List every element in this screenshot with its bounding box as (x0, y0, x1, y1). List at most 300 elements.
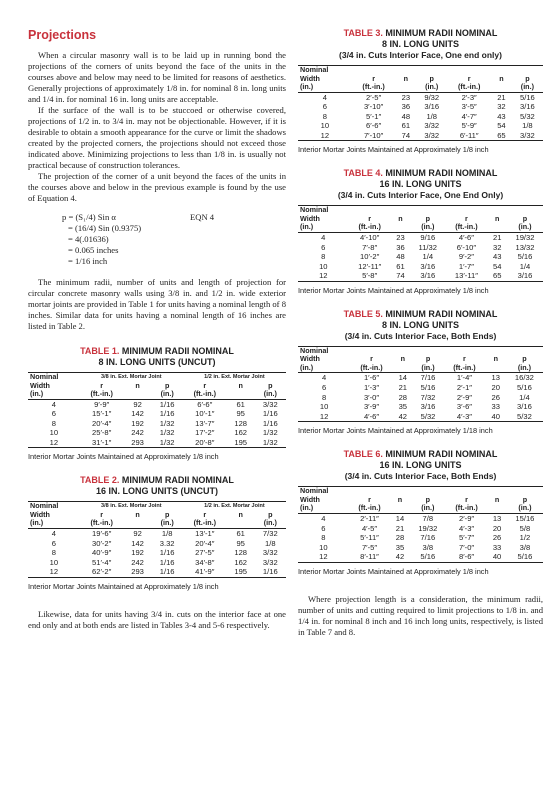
col-header: r (465, 213, 468, 223)
col-header: (in.) (410, 223, 445, 232)
cell: 8′-11″ (349, 552, 390, 562)
cell: 12′-11″ (358, 261, 382, 271)
cell: 7/8 (422, 513, 434, 523)
table-1 (28, 346, 286, 461)
cell: 3/8 (422, 542, 434, 552)
col-header: r (368, 213, 372, 223)
col-header: (ft.-in.) (350, 364, 393, 373)
cell: 54 (493, 261, 502, 271)
table-number: TABLE 6. (343, 449, 383, 460)
cell: 35 (398, 402, 408, 412)
cell: 6 (322, 102, 327, 112)
col-header: (ft.-in.) (443, 364, 486, 373)
cell: 8 (321, 392, 327, 402)
col-header: n (238, 380, 243, 390)
table-name-line2: 16 IN. LONG UNITS (379, 460, 462, 471)
cell: 4′-6″ (350, 412, 393, 422)
cell: 8 (322, 111, 327, 121)
table-name-line2: 8 IN. LONG UNITS (381, 319, 459, 330)
col-header: r (368, 494, 371, 504)
cell: 1/2 (519, 533, 531, 543)
cell: 4 (322, 92, 327, 102)
cell: 19/32 (515, 232, 535, 242)
cell: 5/16 (517, 252, 533, 262)
cell: 10′-2″ (360, 252, 380, 262)
cell: 1/32 (159, 418, 175, 428)
data-table (298, 346, 543, 422)
table-row (28, 409, 286, 419)
cell: 95 (236, 409, 245, 419)
cell: 1/32 (159, 428, 175, 438)
table-4 (298, 168, 543, 294)
cell: 2′-11″ (360, 513, 379, 523)
cell: 7/32 (420, 392, 436, 402)
table-title (298, 449, 543, 482)
cell: 92 (133, 528, 142, 538)
table-row (28, 419, 286, 429)
cell: 23 (396, 232, 405, 242)
cell: 54 (497, 121, 506, 131)
cell: 5/16 (507, 552, 543, 562)
cell: 7′-0″ (459, 542, 475, 552)
cell: 5/32 (506, 412, 543, 422)
cell: 12 (298, 131, 352, 141)
cell: 20′-8″ (183, 438, 227, 448)
table-row (298, 131, 543, 141)
cell: 1′-6″ (363, 373, 380, 383)
equation-line: = 4(.01636) (68, 234, 109, 244)
table-title (28, 475, 286, 497)
table-row (298, 402, 543, 412)
cell: 33 (492, 542, 502, 552)
cell: 12 (298, 552, 349, 562)
cell: 1/16 (255, 567, 286, 577)
cell: 162 (234, 557, 248, 567)
cell: 5′-1″ (366, 111, 382, 121)
cell: 10 (49, 428, 59, 438)
col-header: Width (30, 509, 50, 519)
cell: 6′-6″ (197, 399, 213, 409)
table-5 (298, 309, 543, 435)
cell: 2′-5″ (366, 92, 382, 102)
cell: 1/4 (519, 261, 531, 271)
col-group-header: 1/2 in. Ext. Mortar Joint (183, 502, 286, 511)
table-row (298, 533, 543, 543)
col-header: (in.) (416, 83, 447, 92)
table-note: Interior Mortar Joints Maintained at Approximately 1/8 inch (28, 581, 219, 591)
table-row (298, 393, 543, 403)
table-subtitle: (3/4 in. Cuts Interior Face, One end only) (339, 50, 502, 60)
col-header: n (397, 494, 403, 504)
cell: 3/16 (420, 402, 436, 412)
cell: 16/32 (514, 373, 534, 383)
cell: 3/16 (507, 271, 543, 281)
cell: 4′-10″ (360, 232, 380, 242)
cell: 17′-2″ (195, 428, 215, 438)
table-row (298, 262, 543, 272)
col-header: r (465, 494, 468, 504)
cell: 8 (51, 548, 56, 558)
table-row (298, 252, 543, 262)
cell: 162 (234, 428, 248, 438)
cell: 5/32 (519, 111, 535, 121)
cell: 3′-10″ (363, 102, 384, 112)
col-header: p (425, 354, 431, 364)
cell: 3′-9″ (363, 402, 380, 412)
col-header: (in.) (512, 83, 543, 92)
cell: 65 (488, 271, 507, 281)
cell: 128 (234, 418, 248, 428)
col-header: n (135, 380, 140, 390)
cell: 192 (131, 418, 144, 428)
col-group-header: 1/2 in. Ext. Mortar Joint (183, 373, 286, 382)
cell: 1/8 (265, 538, 276, 548)
col-header: Nominal (298, 206, 349, 215)
cell: 28 (398, 392, 408, 402)
cell: 95 (236, 538, 245, 548)
cell: 8′-6″ (446, 552, 487, 562)
cell: 5/8 (519, 523, 531, 533)
cell: 40 (486, 412, 506, 422)
cell: 1/16 (262, 418, 278, 428)
cell: 1′-3″ (363, 383, 380, 393)
cell: 195 (227, 438, 255, 448)
cell: 23 (401, 92, 411, 102)
cell: 5/16 (410, 552, 446, 562)
col-header: n (494, 494, 500, 504)
cell: 28 (395, 533, 405, 543)
col-header: r (203, 380, 207, 390)
cell: 1/32 (151, 438, 182, 448)
cell: 21 (493, 232, 502, 242)
cell: 4 (321, 232, 326, 242)
cell: 1/32 (262, 428, 278, 438)
col-header: r (203, 509, 207, 519)
col-header: r (372, 73, 375, 83)
col-group-header: 3/8 in. Ext. Mortar Joint (80, 502, 183, 511)
cell: 48 (401, 111, 411, 121)
cell: 1/16 (159, 548, 175, 558)
equation-tag: EQN 4 (190, 212, 215, 222)
col-header: Width (300, 354, 320, 364)
cell: 21 (497, 92, 506, 102)
cell: 42 (393, 412, 413, 422)
cell: 4′-5″ (361, 523, 378, 533)
cell: 1/16 (159, 557, 175, 567)
right-column (298, 0, 543, 638)
col-header: n (499, 73, 504, 83)
cell: 6 (51, 409, 56, 419)
cell: 3/16 (424, 102, 440, 112)
cell: 8 (51, 418, 56, 428)
cell: 5′-7″ (459, 533, 475, 543)
cell: 7′-8″ (362, 242, 378, 252)
cell: 7/16 (420, 533, 436, 543)
cell: 5/32 (413, 412, 443, 422)
cell: 3/8 (519, 542, 531, 552)
col-header: Width (300, 213, 320, 223)
cell: 43 (493, 252, 502, 262)
cell: 128 (234, 548, 248, 558)
col-header: r (370, 354, 373, 364)
table-note: Interior Mortar Joints Maintained at Approximately 1/8 inch (298, 566, 489, 576)
cell: 31′-1″ (80, 438, 124, 448)
cell: 48 (396, 252, 405, 262)
cell: 26 (491, 392, 500, 402)
cell: 21 (395, 523, 405, 533)
cell: 11/32 (418, 242, 437, 252)
col-header: (in.) (298, 223, 349, 232)
cell: 4′-3″ (443, 412, 486, 422)
table-row (28, 428, 286, 438)
col-header: p (268, 380, 273, 390)
cell: 40 (487, 552, 507, 562)
cell: 1/8 (161, 528, 173, 538)
cell: 92 (133, 399, 142, 409)
table-row (298, 383, 543, 393)
cell: 142 (131, 409, 144, 419)
cell: 6 (51, 538, 56, 548)
data-table (28, 501, 286, 577)
cell: 61 (401, 121, 411, 131)
cell: 7/16 (420, 373, 436, 383)
col-header: Nominal (298, 487, 349, 496)
cell: 293 (124, 438, 152, 448)
table-subtitle: (3/4 in. Cuts Interior Face, Both Ends) (344, 330, 497, 341)
cell: 3.32 (159, 538, 175, 548)
cell: 142 (131, 538, 144, 548)
equation-line: p = (S₁/4) Sin α (62, 212, 116, 222)
cell: 74 (395, 131, 416, 141)
cell: 2′-1″ (456, 383, 472, 393)
table-row (298, 112, 543, 122)
table-row (298, 373, 543, 383)
col-header: Width (30, 380, 50, 390)
cell: 5′-8″ (349, 271, 391, 281)
cell: 3/16 (420, 261, 436, 271)
cell: 1/4 (422, 252, 434, 262)
paragraph: If the surface of the wall is to be stuccoed or otherwise covered, projections of 1/2 in. to 3/4 in. may not be objectionable. However, if it is desirable to obtain a smooth appearance for the curve or limit the shadows created by the projected corners, the projections should not exceed those indicated above. Minimizing projections to less than 1/8 in. is usually not practical because of construction tolerances. (28, 105, 286, 170)
table-row (298, 543, 543, 553)
cell: 36 (396, 242, 405, 252)
cell: 10 (319, 542, 328, 552)
col-header: (ft.-in.) (183, 390, 227, 399)
data-table (298, 486, 543, 562)
table-row (298, 271, 543, 281)
cell: 13′-11″ (445, 271, 487, 281)
col-header: (in.) (410, 504, 446, 513)
table-name-line2: 8 IN. LONG UNITS (381, 39, 459, 49)
cell: 61 (396, 261, 405, 271)
table-3 (298, 28, 543, 154)
cell: 3/32 (262, 557, 278, 567)
cell: 242 (131, 557, 144, 567)
table-number: TABLE 1. (80, 346, 120, 356)
col-header: (ft.-in.) (80, 519, 124, 528)
equation-line: = 1/16 inch (68, 256, 108, 266)
cell: 1/16 (159, 409, 175, 419)
cell: 1/16 (151, 567, 182, 577)
data-table (298, 205, 543, 281)
table-note: Interior Mortar Joints Maintained at Approximately 1/8 inch (298, 285, 489, 295)
cell: 10 (319, 261, 328, 271)
table-subtitle: (3/4 in. Cuts Interior Face, Both Ends) (344, 471, 497, 482)
table-note: Interior Mortar Joints Maintained at Approximately 1/8 inch (28, 452, 219, 462)
cell: 1/4 (519, 392, 530, 402)
cell: 51′-4″ (92, 557, 112, 567)
col-header: (in.) (298, 364, 350, 373)
cell: 6′-10″ (456, 242, 477, 252)
cell: 19/32 (418, 523, 438, 533)
col-header: Nominal (298, 66, 352, 75)
left-column (28, 0, 286, 631)
table-number: TABLE 5. (343, 308, 383, 319)
col-header: (in.) (298, 83, 352, 92)
col-header: (in.) (151, 390, 182, 399)
cell: 6 (321, 242, 326, 252)
table-row (28, 567, 286, 577)
col-header: n (495, 213, 500, 223)
cell: 5/16 (519, 92, 535, 102)
cell: 4′-3″ (459, 523, 475, 533)
cell: 8 (321, 252, 326, 262)
cell: 3/32 (424, 121, 440, 131)
cell: 30′-2″ (92, 538, 112, 548)
cell: 10 (320, 121, 330, 131)
cell: 3/32 (262, 399, 278, 409)
cell: 1/16 (159, 399, 175, 409)
col-header: n (238, 509, 243, 519)
cell: 25′-8″ (92, 428, 112, 438)
cell: 3′-6″ (456, 402, 472, 412)
col-header: n (400, 354, 405, 364)
col-header: (in.) (28, 390, 80, 399)
cell: 1′-4″ (456, 373, 472, 383)
cell: 4′-6″ (458, 232, 474, 242)
cell: 40′-9″ (92, 548, 112, 558)
col-header: (in.) (507, 223, 543, 232)
table-name: MINIMUM RADII NOMINAL (385, 308, 498, 319)
table-name-line2: 16 IN. LONG UNITS (UNCUT) (95, 486, 218, 497)
cell: 12 (298, 412, 350, 422)
cell: 13 (492, 513, 502, 523)
section-heading: Projections (28, 28, 97, 42)
cell: 4 (51, 399, 56, 409)
col-header: n (135, 509, 140, 519)
cell: 26 (492, 533, 502, 543)
cell: 34′-8″ (195, 557, 215, 567)
col-header: Nominal (298, 346, 350, 355)
table-row (298, 513, 543, 523)
table-row (298, 524, 543, 534)
cell: 4 (321, 513, 326, 523)
cell: 7′-10″ (352, 131, 396, 141)
table-row (298, 92, 543, 102)
cell: 293 (124, 567, 152, 577)
cell: 6′-6″ (366, 121, 382, 131)
table-row (28, 399, 286, 409)
cell: 1/32 (255, 438, 286, 448)
col-header: r (100, 509, 104, 519)
equation-4 (62, 212, 286, 267)
cell: 2′-9″ (459, 513, 475, 523)
cell: 1/8 (522, 121, 533, 131)
col-header: (ft.-in.) (80, 390, 124, 399)
cell: 3/16 (517, 402, 532, 412)
col-header: (in.) (506, 364, 543, 373)
table-row (298, 102, 543, 112)
cell: 3′-0″ (363, 392, 380, 402)
cell: 2′-9″ (456, 392, 472, 402)
cell: 61 (236, 528, 245, 538)
cell: 13′-1″ (195, 528, 215, 538)
table-name: MINIMUM RADII NOMINAL (385, 168, 498, 179)
table-number: TABLE 4. (343, 168, 383, 179)
cell: 3′-5″ (461, 102, 477, 112)
table-name: MINIMUM RADII NOMINAL (121, 475, 234, 486)
cell: 4 (51, 528, 56, 538)
col-header: (ft.-in.) (447, 83, 491, 92)
col-header: (in.) (507, 504, 543, 513)
col-header: n (493, 354, 498, 364)
cell: 36 (401, 102, 411, 112)
col-header: p (425, 494, 431, 504)
cell: 3/32 (262, 548, 278, 558)
cell: 5/16 (420, 383, 436, 393)
cell: 10′-1″ (195, 409, 215, 419)
col-header: (ft.-in.) (349, 504, 390, 513)
cell: 7′-5″ (361, 542, 378, 552)
col-header: (ft.-in.) (445, 223, 487, 232)
cell: 10 (319, 402, 329, 412)
table-number: TABLE 2. (80, 475, 120, 486)
cell: 15/16 (515, 513, 535, 523)
cell: 5′-11″ (360, 533, 379, 543)
table-note: Interior Mortar Joints Maintained at Approximately 1/18 inch (298, 426, 493, 436)
cell: 42 (390, 552, 410, 562)
cell: 2′-3″ (461, 92, 477, 102)
table-name-line2: 16 IN. LONG UNITS (379, 179, 462, 190)
cell: 3/32 (416, 131, 447, 141)
cell: 19′-6″ (92, 528, 112, 538)
cell: 62′-2″ (80, 567, 124, 577)
cell: 61 (236, 399, 245, 409)
col-header: p (268, 509, 273, 519)
paragraph: Likewise, data for units having 3/4 in. cuts on the interior face at one end only and at both ends are listed in Tables 3-4 and 5-6 respectively. (28, 608, 286, 630)
paragraph: When a circular masonry wall is to be laid up in running bond the projections of the corners of units beyond the face of the units in the courses above and below may need to be limited for reasons of aesthetics. Generally projections of approximately 1/8 in. for nominal 8 in. long units and 1/4 in. for nominal 16 in. long units are acceptable. (28, 50, 286, 104)
cell: 6′-11″ (447, 131, 491, 141)
table-name: MINIMUM RADII NOMINAL (385, 28, 498, 38)
equation-line: = 0.065 inches (68, 245, 119, 255)
cell: 41′-9″ (183, 567, 227, 577)
table-row (28, 528, 286, 538)
cell: 195 (227, 567, 255, 577)
col-header: (in.) (413, 364, 443, 373)
col-header: (ft.-in.) (183, 519, 227, 528)
cell: 13′-7″ (195, 418, 215, 428)
cell: 27′-5″ (195, 548, 215, 558)
col-header: p (522, 213, 528, 223)
cell: 20 (492, 523, 502, 533)
paragraph: Where projection length is a consideration, the minimum radii, number of units and cutting required to limit projections to 1/8 in. and 1/4 in. for nominal 8 inch and 16 inch long units, respectively, is listed in Table 7 and 8. (298, 593, 543, 637)
col-header: r (467, 73, 471, 83)
table-row (298, 412, 543, 422)
cell: 74 (391, 271, 410, 281)
cell: 1/8 (426, 111, 438, 121)
col-header: r (100, 380, 104, 390)
cell: 14 (398, 373, 408, 383)
col-header: (ft.-in.) (349, 223, 391, 232)
